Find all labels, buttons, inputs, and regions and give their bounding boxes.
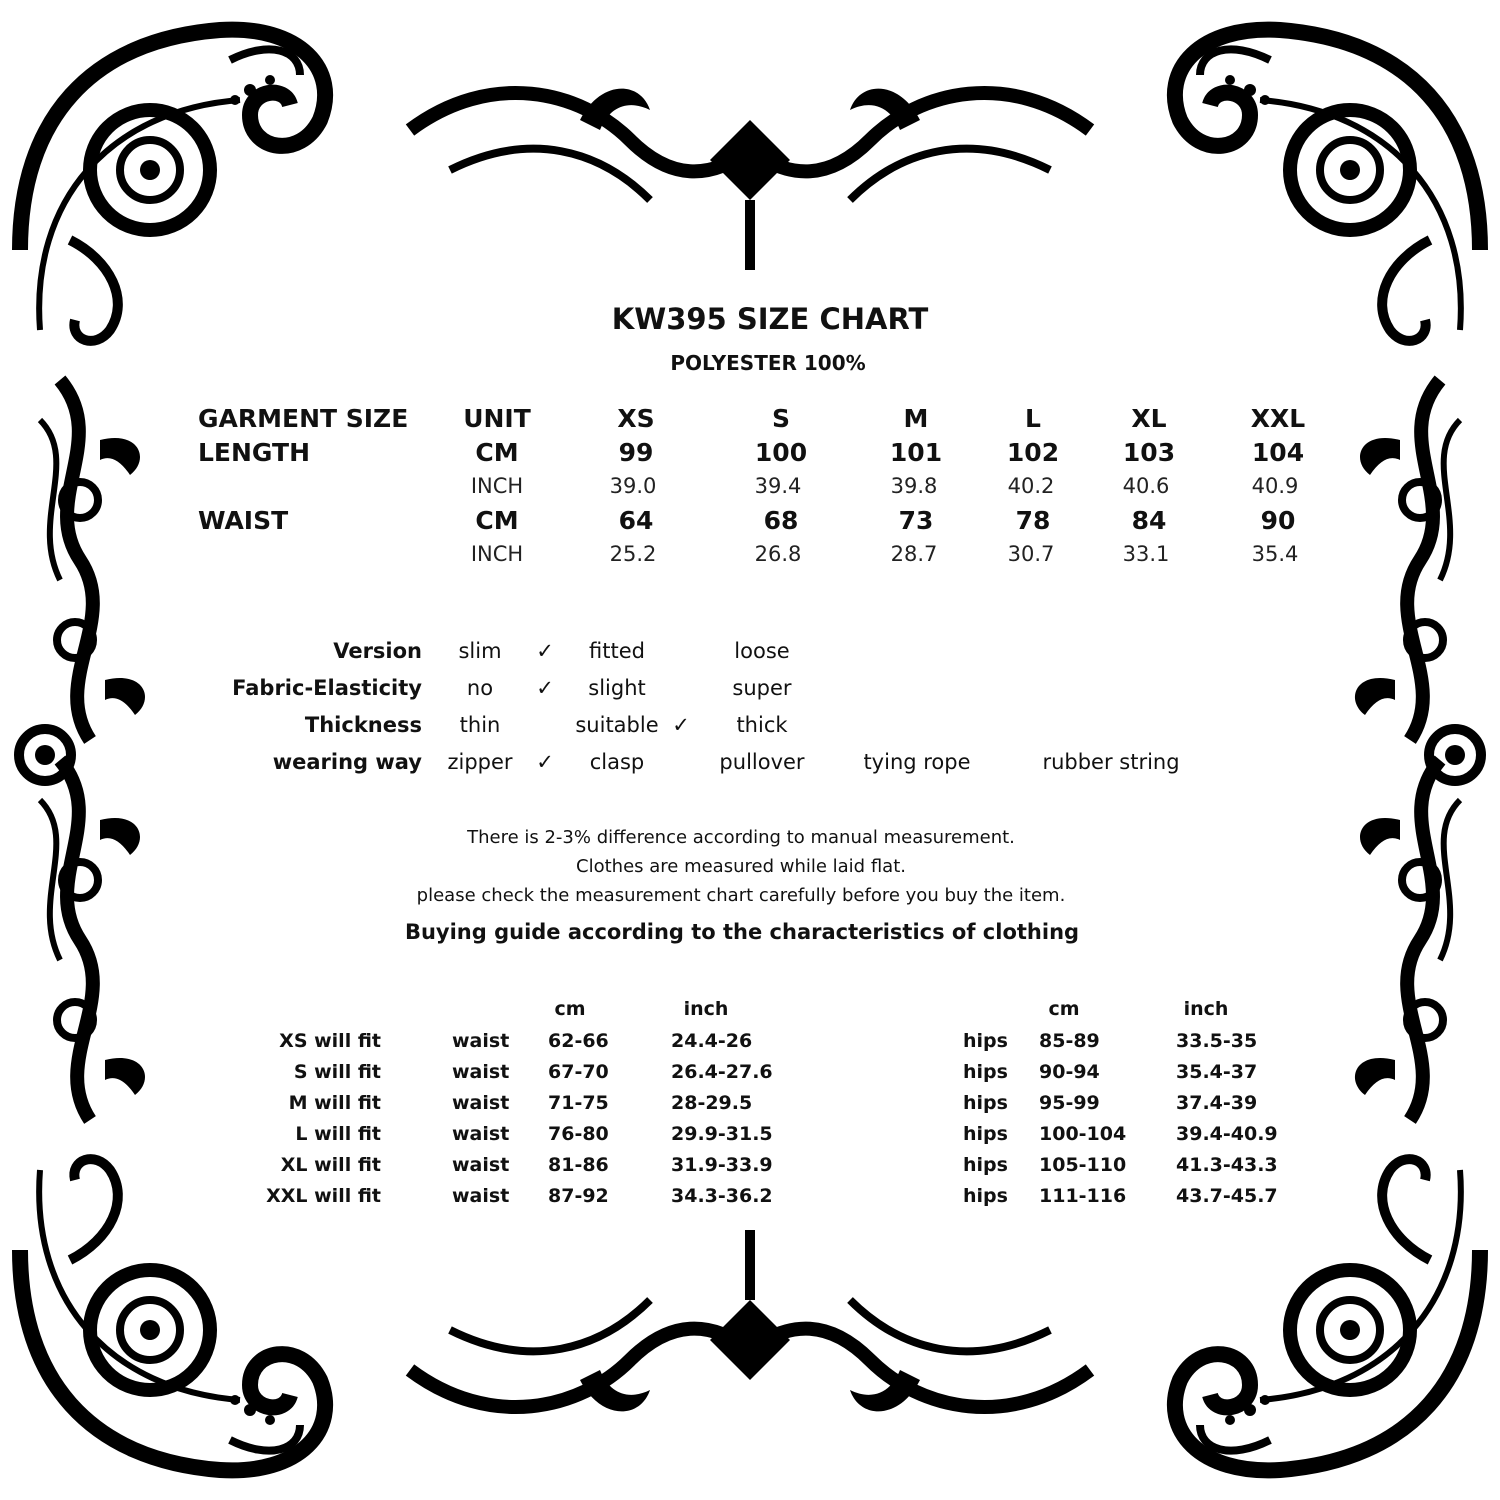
guide-row-label: M will fit [288, 1092, 381, 1114]
guide-waist-word: waist [452, 1185, 510, 1207]
header-size-xxl: XXL [1250, 404, 1306, 433]
guide-row-label: L will fit [295, 1123, 381, 1145]
note-check-chart: please check the measurement chart carefully before you buy the item. [416, 885, 1066, 906]
fabric-subtitle: POLYESTER 100% [670, 351, 866, 375]
guide-waist-word: waist [452, 1061, 510, 1083]
guide-hips-cm: 85-89 [1039, 1030, 1100, 1052]
feature-label-thickness: Thickness [304, 713, 422, 737]
version-option-loose: loose [734, 639, 790, 663]
guide-waist-inch: 31.9-33.9 [671, 1154, 773, 1176]
guide-waist-word: waist [452, 1154, 510, 1176]
guide-hips-cm: 95-99 [1039, 1092, 1100, 1114]
guide-waist-word: waist [452, 1092, 510, 1114]
guide-row-label: XS will fit [279, 1030, 381, 1052]
length-cm-xl: 103 [1122, 438, 1176, 467]
waist-inch-xxl: 35.4 [1251, 542, 1299, 566]
guide-hips-inch: 35.4-37 [1176, 1061, 1258, 1083]
row-label-waist: WAIST [198, 506, 289, 535]
header-unit: UNIT [463, 404, 531, 433]
header-size-xl: XL [1131, 404, 1167, 433]
guide-hips-inch: 37.4-39 [1176, 1092, 1258, 1114]
length-inch-s: 39.4 [754, 474, 802, 498]
guide-waist-cm: 81-86 [548, 1154, 609, 1176]
version-option-fitted: fitted [589, 639, 645, 663]
length-inch-m: 39.8 [890, 474, 938, 498]
length-inch-xxl: 40.9 [1251, 474, 1299, 498]
buying-guide-title: Buying guide according to the characteristics of clothing [404, 920, 1080, 944]
elasticity-option-super: super [732, 676, 792, 700]
waist-inch-m: 28.7 [890, 542, 938, 566]
guide-header-inch-hips: inch [1183, 998, 1229, 1020]
guide-waist-cm: 67-70 [548, 1061, 609, 1083]
length-cm-xs: 99 [618, 438, 654, 467]
version-option-slim: slim [458, 639, 502, 663]
waist-cm-xs: 64 [618, 506, 654, 535]
length-cm-xxl: 104 [1251, 438, 1305, 467]
guide-row-label: S will fit [293, 1061, 381, 1083]
guide-waist-inch: 29.9-31.5 [671, 1123, 773, 1145]
guide-hips-word: hips [963, 1030, 1008, 1052]
waist-inch-s: 26.8 [754, 542, 802, 566]
guide-waist-word: waist [452, 1030, 510, 1052]
guide-hips-inch: 33.5-35 [1176, 1030, 1258, 1052]
check-mark: ✓ [536, 750, 554, 774]
waist-cm-m: 73 [898, 506, 934, 535]
guide-hips-inch: 41.3-43.3 [1176, 1154, 1278, 1176]
waist-inch-l: 30.7 [1007, 542, 1055, 566]
guide-waist-cm: 71-75 [548, 1092, 609, 1114]
guide-hips-inch: 43.7-45.7 [1176, 1185, 1278, 1207]
guide-waist-cm: 87-92 [548, 1185, 609, 1207]
wearing-option-clasp: clasp [589, 750, 645, 774]
wearing-option-tying-rope: tying rope [863, 750, 971, 774]
feature-label-version: Version [333, 639, 422, 663]
guide-hips-word: hips [963, 1154, 1008, 1176]
note-measurement-difference: There is 2-3% difference according to manual measurement. [467, 827, 1015, 848]
length-cm-s: 100 [754, 438, 808, 467]
guide-hips-word: hips [963, 1092, 1008, 1114]
guide-header-cm-hips: cm [1048, 998, 1080, 1020]
guide-waist-inch: 28-29.5 [671, 1092, 753, 1114]
guide-waist-cm: 62-66 [548, 1030, 609, 1052]
guide-hips-cm: 90-94 [1039, 1061, 1100, 1083]
header-size-xs: XS [617, 404, 655, 433]
elasticity-option-slight: slight [588, 676, 646, 700]
guide-waist-cm: 76-80 [548, 1123, 609, 1145]
row-label-length: LENGTH [198, 438, 310, 467]
header-size-l: L [1025, 404, 1041, 433]
guide-row-label: XL will fit [280, 1154, 381, 1176]
elasticity-option-no: no [466, 676, 494, 700]
thickness-option-suitable: suitable [575, 713, 659, 737]
guide-hips-inch: 39.4-40.9 [1176, 1123, 1278, 1145]
waist-cm-xxl: 90 [1260, 506, 1296, 535]
check-mark: ✓ [536, 639, 554, 663]
length-cm-l: 102 [1006, 438, 1060, 467]
guide-hips-cm: 105-110 [1039, 1154, 1127, 1176]
waist-inch-xl: 33.1 [1122, 542, 1170, 566]
waist-cm-l: 78 [1015, 506, 1051, 535]
waist-unit-inch: INCH [470, 542, 524, 566]
wearing-option-zipper: zipper [447, 750, 513, 774]
feature-label-elasticity: Fabric-Elasticity [232, 676, 422, 700]
header-garment-size: GARMENT SIZE [198, 404, 409, 433]
length-inch-xs: 39.0 [609, 474, 657, 498]
guide-hips-word: hips [963, 1061, 1008, 1083]
guide-hips-cm: 111-116 [1039, 1185, 1127, 1207]
chart-title: KW395 SIZE CHART [611, 302, 929, 336]
thickness-option-thin: thin [459, 713, 501, 737]
guide-hips-word: hips [963, 1185, 1008, 1207]
guide-hips-word: hips [963, 1123, 1008, 1145]
length-unit-inch: INCH [470, 474, 524, 498]
length-inch-l: 40.2 [1007, 474, 1055, 498]
guide-waist-inch: 24.4-26 [671, 1030, 753, 1052]
header-size-s: S [771, 404, 791, 433]
guide-hips-cm: 100-104 [1039, 1123, 1127, 1145]
waist-unit-cm: CM [475, 506, 519, 535]
check-mark: ✓ [536, 676, 554, 700]
waist-cm-xl: 84 [1131, 506, 1167, 535]
wearing-option-rubber-string: rubber string [1042, 750, 1180, 774]
guide-header-inch-waist: inch [683, 998, 729, 1020]
check-mark: ✓ [672, 713, 690, 737]
guide-header-cm-waist: cm [554, 998, 586, 1020]
guide-row-label: XXL will fit [266, 1185, 381, 1207]
header-size-m: M [903, 404, 929, 433]
guide-waist-word: waist [452, 1123, 510, 1145]
note-laid-flat: Clothes are measured while laid flat. [576, 856, 906, 877]
feature-label-wearing-way: wearing way [272, 750, 422, 774]
length-inch-xl: 40.6 [1122, 474, 1170, 498]
length-cm-m: 101 [889, 438, 943, 467]
thickness-option-thick: thick [736, 713, 788, 737]
waist-inch-xs: 25.2 [609, 542, 657, 566]
guide-waist-inch: 26.4-27.6 [671, 1061, 773, 1083]
length-unit-cm: CM [475, 438, 519, 467]
wearing-option-pullover: pullover [719, 750, 805, 774]
guide-waist-inch: 34.3-36.2 [671, 1185, 773, 1207]
waist-cm-s: 68 [763, 506, 799, 535]
